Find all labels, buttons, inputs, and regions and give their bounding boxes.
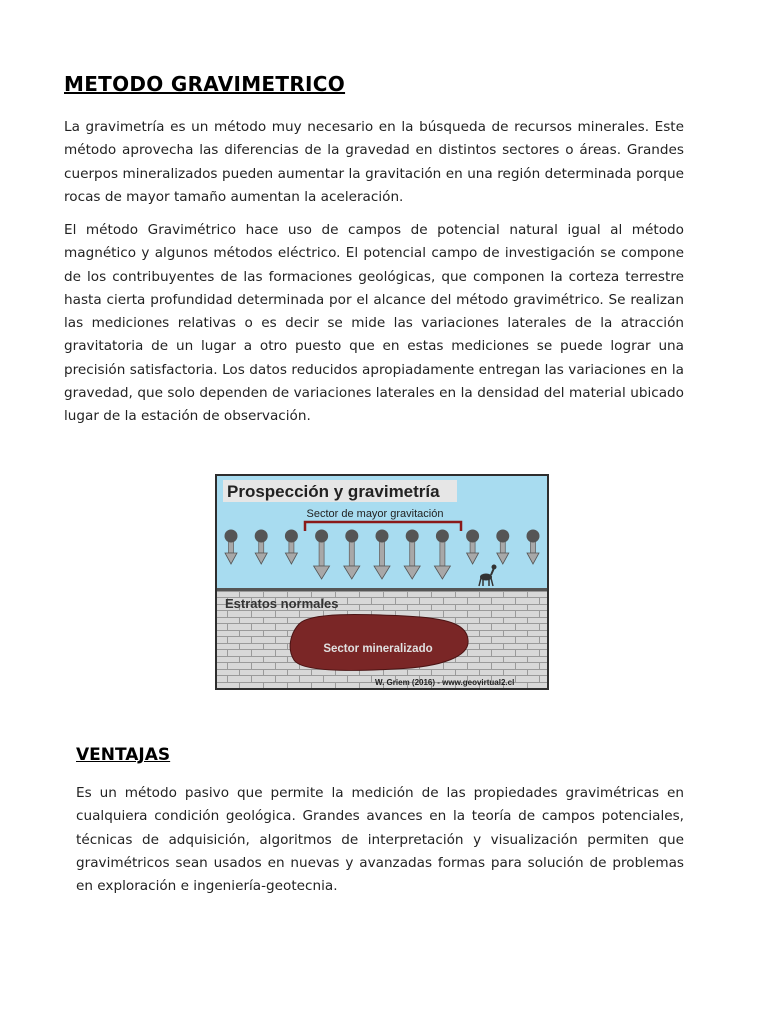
figure-credit: W. Griem (2016) - www.geovirtual2.cl [375,678,515,687]
section-title: VENTAJAS [76,745,171,765]
arrow-shaft [410,540,415,566]
measurement-point [406,530,419,543]
arrow-shaft [319,540,324,566]
arrow-shaft [440,540,445,566]
measurement-point [466,530,479,543]
measurement-point [527,530,540,543]
surface-line [217,588,547,591]
measurement-point [496,530,509,543]
gravimetry-diagram [215,474,549,690]
strata-label: Estratos normales [225,596,339,611]
mineral-body-label: Sector mineralizado [323,643,433,655]
figure-heading: Prospección y gravimetría [227,482,440,501]
measurement-point [436,530,449,543]
arrow-shaft [349,540,354,566]
measurement-point [345,530,358,543]
gravimetry-figure [215,474,549,690]
bracket-label: Sector de mayor gravitación [306,508,444,520]
document-title: METODO GRAVIMETRICO [64,72,346,96]
intro-paragraph: La gravimetría es un método muy necesario en la búsqueda de recursos minerales. Este método aprovecha las diferencias de la gravedad en distintos sectores o áreas. Grandes cuerpos mineralizados pueden aumentar la gravitación en una región determinada porque rocas de mayor tamaño aumentan la aceleración. [64,119,684,205]
method-paragraph: El método Gravimétrico hace uso de campos de potencial natural igual al método magnético y algunos métodos eléctrico. El potencial campo de investigación se compone de los contribuyentes de las formaciones geológicas, que componen la corteza terrestre hasta cierta profundidad determinada por el alcance del método gravimétrico. Se realizan las mediciones relativas o es decir se mide las variaciones laterales de la atracción gravitatoria de un lugar a otro puesto que en estas mediciones se puede lograr una precisión satisfactoria. Los datos reducidos apropiadamente entregan las variaciones en la gravedad, que solo dependen de variaciones laterales en la densidad del material ubicado lugar de la estación de observación. [64,222,684,425]
measurement-point [225,530,238,543]
measurement-point [285,530,298,543]
measurement-point [376,530,389,543]
section-paragraph: Es un método pasivo que permite la medición de las propiedades gravimétricas en cualquiera condición geológica. Grandes avances en la teoría de campos potenciales, técnicas de adquisición, algoritmos de interpretación y visualización permiten que gravimétricos sean usados en nuevas y avanzadas formas para solución de problemas en exploración e ingeniería-geotecnia. [76,785,684,895]
measurement-point [315,530,328,543]
arrow-shaft [380,540,385,566]
measurement-point [255,530,268,543]
